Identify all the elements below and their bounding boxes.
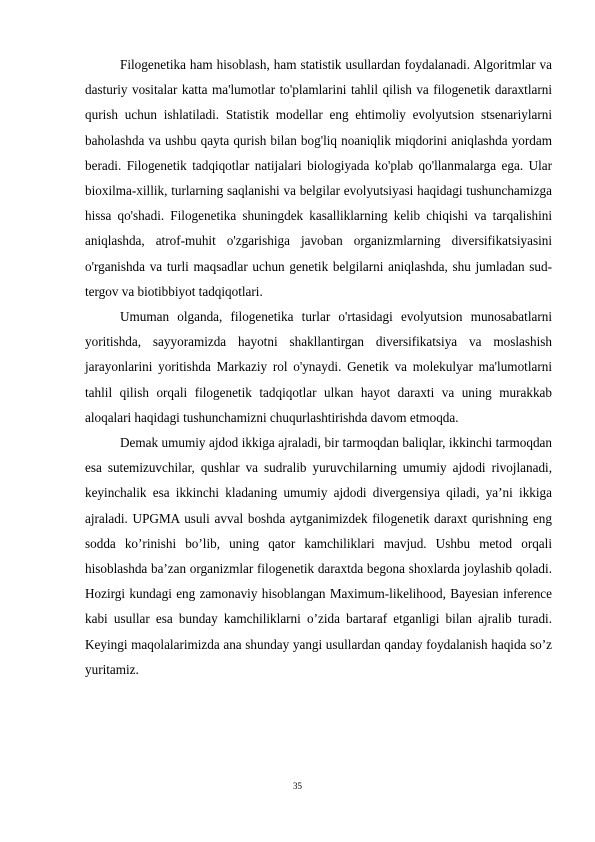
body-text <box>85 52 552 682</box>
paragraph-3: Demak umumiy ajdod ikkiga ajraladi, bir tarmoqdan baliqlar, ikkinchi tarmoqdan esa sutemizuvchilar, qushlar va sudralib yuruvchilarning umumiy ajdodi rivojlanadi, keyinchalik esa ikkinchi kladaning umumiy ajdodi divergensiya qiladi, ya’ni ikkiga ajraladi. UPGMA usuli avval boshda aytganimizdek filogenetik daraxt qurishning eng sodda ko’rinishi bo’lib, uning qator kamchiliklari mavjud. Ushbu metod orqali hisoblashda ba’zan organizmlar filogenetik daraxtda begona shoxlarda joylashib qoladi. Hozirgi kundagi eng zamonaviy hisoblangan Maximum-likelihood, Bayesian inference kabi usullar esa bunday kamchiliklarni o’zida bartaraf etganligi bilan ajralib turadi. Keyingi maqolalarimizda ana shunday yangi usullardan qanday foydalanish haqida so’z yuritamiz. <box>85 435 552 677</box>
paragraph-2: Umuman olganda, filogenetika turlar o'rtasidagi evolyutsion munosabatlarni yoritishda, sayyoramizda hayotni shakllantirgan diversifikatsiya va moslashish jarayonlarini yoritishda Markaziy rol o'ynaydi. Genetik va molekulyar ma'lumotlarni tahlil qilish orqali filogenetik tadqiqotlar ulkan hayot daraxti va uning murakkab aloqalari haqidagi tushunchamizni chuqurlashtirishda davom etmoqda. <box>85 309 552 425</box>
page-number: 35 <box>293 781 302 791</box>
paragraph-1: Filogenetika ham hisoblash, ham statistik usullardan foydalanadi. Algoritmlar va dasturiy vositalar katta ma'lumotlar to'plamlarini tahlil qilish va filogenetik daraxtlarni qurish uchun ishlatiladi. Statistik modellar eng ehtimoliy evolyutsion stsenariylarni baholashda va ushbu qayta qurish bilan bog'liq noaniqlik miqdorini aniqlashda yordam beradi. Filogenetik tadqiqotlar natijalari biologiyada ko'plab qo'llanmalarga ega. Ular bioxilma-xillik, turlarning saqlanishi va belgilar evolyutsiyasi haqidagi tushunchamizga hissa qo'shadi. Filogenetika shuningdek kasalliklarning kelib chiqishi va tarqalishini aniqlashda, atrof-muhit o'zgarishiga javoban organizmlarning diversifikatsiyasini o'rganishda va turli maqsadlar uchun genetik belgilarni aniqlashda, shu jumladan sud-tergov va biotibbiyot tadqiqotlari. <box>85 57 552 299</box>
